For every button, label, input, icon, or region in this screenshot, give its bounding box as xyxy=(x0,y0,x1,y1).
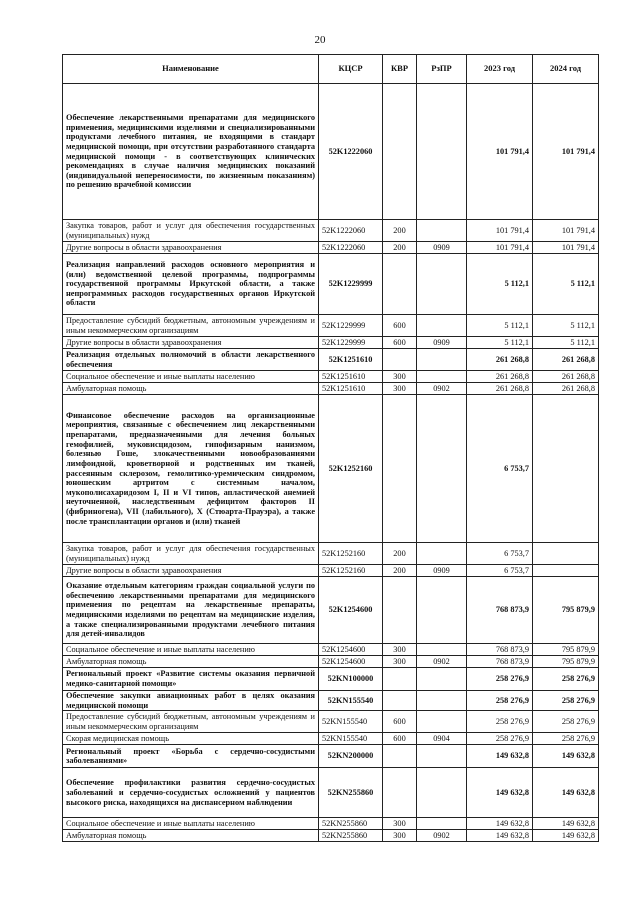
row-rzpr: 0909 xyxy=(417,242,467,254)
row-amount-2023: 258 276,9 xyxy=(467,733,533,745)
row-kvr: 200 xyxy=(383,220,417,242)
row-kcsr: 52K1222060 xyxy=(319,242,383,254)
header-row xyxy=(63,55,599,84)
table-row xyxy=(63,349,599,371)
row-name: Амбулаторная помощь xyxy=(63,656,319,668)
row-kcsr: 52K1254600 xyxy=(319,656,383,668)
row-kcsr: 52K1229999 xyxy=(319,337,383,349)
row-kvr xyxy=(383,84,417,220)
row-amount-2024: 101 791,4 xyxy=(533,242,599,254)
row-rzpr: 0902 xyxy=(417,830,467,842)
row-amount-2024: 101 791,4 xyxy=(533,84,599,220)
row-kcsr: 52KN255860 xyxy=(319,768,383,818)
row-rzpr xyxy=(417,768,467,818)
row-amount-2024: 261 268,8 xyxy=(533,383,599,395)
row-amount-2023: 149 632,8 xyxy=(467,768,533,818)
row-amount-2024: 261 268,8 xyxy=(533,371,599,383)
row-rzpr xyxy=(417,577,467,644)
table-row xyxy=(63,543,599,565)
row-kvr: 300 xyxy=(383,656,417,668)
row-kvr: 200 xyxy=(383,565,417,577)
row-amount-2024: 795 879,9 xyxy=(533,656,599,668)
row-amount-2023: 5 112,1 xyxy=(467,337,533,349)
row-rzpr xyxy=(417,644,467,656)
table-row xyxy=(63,830,599,842)
row-kvr xyxy=(383,768,417,818)
row-amount-2023: 6 753,7 xyxy=(467,395,533,543)
row-name: Региональный проект «Развитие системы оказания первичной медико-санитарной помощи» xyxy=(63,668,319,691)
row-rzpr xyxy=(417,315,467,337)
header-2024: 2024 год xyxy=(533,55,599,84)
row-kcsr: 52KN200000 xyxy=(319,745,383,768)
row-kcsr: 52K1229999 xyxy=(319,254,383,315)
row-kvr: 600 xyxy=(383,315,417,337)
row-rzpr: 0902 xyxy=(417,383,467,395)
table-row xyxy=(63,668,599,691)
row-amount-2024 xyxy=(533,543,599,565)
row-amount-2024 xyxy=(533,565,599,577)
row-kcsr: 52K1229999 xyxy=(319,315,383,337)
row-kcsr: 52KN155540 xyxy=(319,711,383,733)
row-amount-2023: 149 632,8 xyxy=(467,818,533,830)
row-amount-2023: 6 753,7 xyxy=(467,543,533,565)
row-amount-2024: 149 632,8 xyxy=(533,745,599,768)
table-row xyxy=(63,315,599,337)
row-amount-2024 xyxy=(533,395,599,543)
table-row xyxy=(63,691,599,711)
row-rzpr: 0904 xyxy=(417,733,467,745)
row-name: Обеспечение лекарственными препаратами для медицинского применения, медицинскими изделиями и специализированными продуктами лечебного питания, не входящими в стандарт медицинской помощи, при отсутствии разработанного стандарта медицинской помощи - в соответствующих клинических рекомендациях в случае наличия медицинских показаний (индивидуальной непереносимости, по жизненным показаниям) по решению врачебной комиссии xyxy=(63,84,319,220)
row-name: Реализация направлений расходов основного мероприятия и (или) ведомственной целевой программы, подпрограммы государственной программы Иркутской области, а также непрограммных расходов государственных органов Иркутской области xyxy=(63,254,319,315)
table-row xyxy=(63,337,599,349)
row-rzpr xyxy=(417,745,467,768)
row-name: Другие вопросы в области здравоохранения xyxy=(63,337,319,349)
row-kcsr: 52K1222060 xyxy=(319,220,383,242)
row-amount-2024: 149 632,8 xyxy=(533,768,599,818)
row-rzpr xyxy=(417,395,467,543)
row-kcsr: 52K1251610 xyxy=(319,383,383,395)
table-row xyxy=(63,711,599,733)
row-amount-2023: 258 276,9 xyxy=(467,668,533,691)
row-kvr: 600 xyxy=(383,711,417,733)
row-amount-2023: 768 873,9 xyxy=(467,644,533,656)
row-kvr xyxy=(383,691,417,711)
row-kvr: 300 xyxy=(383,371,417,383)
row-amount-2023: 5 112,1 xyxy=(467,254,533,315)
row-kvr xyxy=(383,668,417,691)
row-kvr xyxy=(383,577,417,644)
row-amount-2023: 261 268,8 xyxy=(467,371,533,383)
row-kvr: 600 xyxy=(383,733,417,745)
header-rzpr: РзПР xyxy=(417,55,467,84)
row-amount-2024: 261 268,8 xyxy=(533,349,599,371)
row-name: Оказание отдельным категориям граждан социальной услуги по обеспечению лекарственными препаратами для медицинского применения по рецептам на лекарственные препараты, медицинскими изделиями по рецептам на медицинские изделия, а также специализированными продуктами лечебного питания для детей-инвалидов xyxy=(63,577,319,644)
row-kvr: 200 xyxy=(383,242,417,254)
row-amount-2023: 101 791,4 xyxy=(467,242,533,254)
row-name: Закупка товаров, работ и услуг для обеспечения государственных (муниципальных) нужд xyxy=(63,543,319,565)
page-number: 20 xyxy=(314,34,326,46)
row-rzpr xyxy=(417,254,467,315)
row-name: Предоставление субсидий бюджетным, автономным учреждениям и иным некоммерческим организациям xyxy=(63,315,319,337)
row-kvr xyxy=(383,254,417,315)
row-kcsr: 52K1254600 xyxy=(319,577,383,644)
row-kcsr: 52K1251610 xyxy=(319,349,383,371)
row-name: Предоставление субсидий бюджетным, автономным учреждениям и иным некоммерческим организациям xyxy=(63,711,319,733)
row-kvr: 300 xyxy=(383,383,417,395)
table-row xyxy=(63,383,599,395)
table-row xyxy=(63,745,599,768)
row-name: Амбулаторная помощь xyxy=(63,830,319,842)
table-row xyxy=(63,644,599,656)
row-kvr: 300 xyxy=(383,830,417,842)
table-row xyxy=(63,733,599,745)
row-kcsr: 52KN255860 xyxy=(319,818,383,830)
row-rzpr xyxy=(417,543,467,565)
row-amount-2024: 258 276,9 xyxy=(533,691,599,711)
row-rzpr: 0909 xyxy=(417,337,467,349)
table-row xyxy=(63,371,599,383)
row-name: Амбулаторная помощь xyxy=(63,383,319,395)
row-name: Социальное обеспечение и иные выплаты населению xyxy=(63,371,319,383)
row-name: Другие вопросы в области здравоохранения xyxy=(63,565,319,577)
row-name: Региональный проект «Борьба с сердечно-сосудистыми заболеваниями» xyxy=(63,745,319,768)
row-kvr xyxy=(383,745,417,768)
row-rzpr xyxy=(417,84,467,220)
row-name: Социальное обеспечение и иные выплаты населению xyxy=(63,818,319,830)
row-amount-2024: 149 632,8 xyxy=(533,830,599,842)
row-amount-2023: 149 632,8 xyxy=(467,830,533,842)
row-kvr: 300 xyxy=(383,644,417,656)
row-rzpr: 0902 xyxy=(417,656,467,668)
row-name: Другие вопросы в области здравоохранения xyxy=(63,242,319,254)
row-amount-2023: 258 276,9 xyxy=(467,711,533,733)
row-kcsr: 52K1222060 xyxy=(319,84,383,220)
row-kcsr: 52K1252160 xyxy=(319,543,383,565)
header-kvr: КВР xyxy=(383,55,417,84)
table-row xyxy=(63,254,599,315)
row-kvr xyxy=(383,395,417,543)
table-row xyxy=(63,818,599,830)
row-amount-2024: 795 879,9 xyxy=(533,577,599,644)
row-name: Обеспечение закупки авиационных работ в целях оказания медицинской помощи xyxy=(63,691,319,711)
row-amount-2023: 149 632,8 xyxy=(467,745,533,768)
row-name: Реализация отдельных полномочий в области лекарственного обеспечения xyxy=(63,349,319,371)
table-body xyxy=(63,84,599,842)
row-amount-2024: 149 632,8 xyxy=(533,818,599,830)
row-rzpr xyxy=(417,711,467,733)
header-name: Наименование xyxy=(63,55,319,84)
row-kcsr: 52K1252160 xyxy=(319,565,383,577)
table-row xyxy=(63,220,599,242)
row-amount-2024: 795 879,9 xyxy=(533,644,599,656)
row-rzpr xyxy=(417,371,467,383)
row-amount-2023: 261 268,8 xyxy=(467,349,533,371)
row-kvr: 300 xyxy=(383,818,417,830)
table-row xyxy=(63,395,599,543)
row-kcsr: 52KN100000 xyxy=(319,668,383,691)
row-kcsr: 52K1251610 xyxy=(319,371,383,383)
header-2023: 2023 год xyxy=(467,55,533,84)
row-rzpr xyxy=(417,691,467,711)
row-rzpr xyxy=(417,668,467,691)
table-row xyxy=(63,242,599,254)
row-rzpr xyxy=(417,349,467,371)
budget-table xyxy=(62,54,599,842)
row-name: Обеспечение профилактики развития сердечно-сосудистых заболеваний и сердечно-сосудистых осложнений у пациентов высокого риска, находящихся на диспансерном наблюдении xyxy=(63,768,319,818)
row-kcsr: 52K1252160 xyxy=(319,395,383,543)
row-amount-2023: 768 873,9 xyxy=(467,577,533,644)
row-kvr: 600 xyxy=(383,337,417,349)
row-kcsr: 52KN155540 xyxy=(319,691,383,711)
row-rzpr xyxy=(417,220,467,242)
row-rzpr xyxy=(417,818,467,830)
row-amount-2023: 768 873,9 xyxy=(467,656,533,668)
row-amount-2023: 101 791,4 xyxy=(467,220,533,242)
row-amount-2023: 5 112,1 xyxy=(467,315,533,337)
table-row xyxy=(63,768,599,818)
header-kcsr: КЦСР xyxy=(319,55,383,84)
row-amount-2024: 5 112,1 xyxy=(533,254,599,315)
row-name: Скорая медицинская помощь xyxy=(63,733,319,745)
row-kvr: 200 xyxy=(383,543,417,565)
table-row xyxy=(63,84,599,220)
row-amount-2024: 5 112,1 xyxy=(533,315,599,337)
row-kvr xyxy=(383,349,417,371)
row-name: Финансовое обеспечение расходов на организационные мероприятия, связанные с обеспечением лиц лекарственными препаратами, предназначенными для лечения больных гемофилией, муковисцидозом, гипофизарным нанизмом, болезнью Гоше, злокачественными новообразованиями лимфоидной, кроветворной и родственных им тканей, рассеянным склерозом, гемолитико-уремическим синдромом, юношеским артритом с системным началом, мукополисахаридозом I, II и VI типов, апластической анемией неуточненной, наследственным дефицитом факторов II (фибриногена), VII (лабильного), X (Стюарта-Прауэра), а также после трансплантации органов и (или) тканей xyxy=(63,395,319,543)
row-kcsr: 52K1254600 xyxy=(319,644,383,656)
row-amount-2024: 258 276,9 xyxy=(533,733,599,745)
row-amount-2024: 5 112,1 xyxy=(533,337,599,349)
row-kcsr: 52KN155540 xyxy=(319,733,383,745)
row-amount-2023: 258 276,9 xyxy=(467,691,533,711)
row-amount-2023: 261 268,8 xyxy=(467,383,533,395)
row-amount-2023: 101 791,4 xyxy=(467,84,533,220)
row-name: Социальное обеспечение и иные выплаты населению xyxy=(63,644,319,656)
table-row xyxy=(63,565,599,577)
row-name: Закупка товаров, работ и услуг для обеспечения государственных (муниципальных) нужд xyxy=(63,220,319,242)
table-row xyxy=(63,577,599,644)
row-rzpr: 0909 xyxy=(417,565,467,577)
table-row xyxy=(63,656,599,668)
row-amount-2023: 6 753,7 xyxy=(467,565,533,577)
row-amount-2024: 258 276,9 xyxy=(533,711,599,733)
row-kcsr: 52KN255860 xyxy=(319,830,383,842)
row-amount-2024: 101 791,4 xyxy=(533,220,599,242)
row-amount-2024: 258 276,9 xyxy=(533,668,599,691)
